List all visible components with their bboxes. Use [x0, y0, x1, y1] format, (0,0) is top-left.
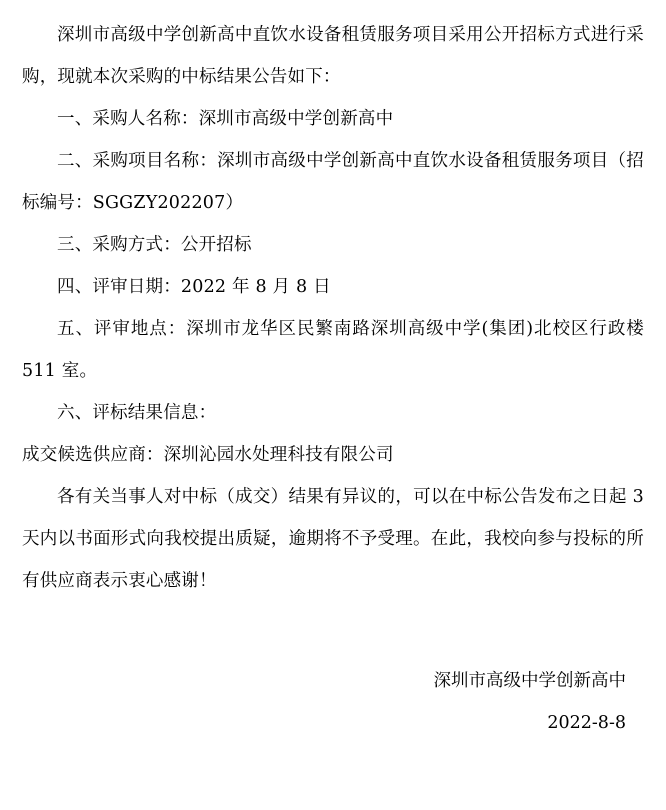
date-line: 2022-8-8: [547, 713, 626, 733]
item-result-info: 六、评标结果信息：: [57, 403, 217, 423]
item-review-date: 四、评审日期：2022 年 8 月 8 日: [57, 277, 331, 297]
item-project-name: 二、采购项目名称：深圳市高级中学创新高中直饮水设备租赁服务项目（招标编号：SGGZY202207）: [22, 151, 644, 213]
item-review-location: 五、评审地点：深圳市龙华区民繁南路深圳高级中学(集团)北校区行政楼 511 室。: [22, 319, 644, 381]
signature-line: 深圳市高级中学创新高中: [433, 671, 626, 691]
item-purchase-method: 三、采购方式：公开招标: [57, 235, 252, 255]
item-purchaser-name: 一、采购人名称：深圳市高级中学创新高中: [57, 109, 394, 129]
winning-supplier-line: 成交候选供应商：深圳沁园水处理科技有限公司: [22, 445, 394, 465]
intro-paragraph: 深圳市高级中学创新高中直饮水设备租赁服务项目采用公开招标方式进行采购，现就本次采购的中标结果公告如下：: [22, 25, 644, 87]
objection-paragraph: 各有关当事人对中标（成交）结果有异议的，可以在中标公告发布之日起 3 天内以书面形式向我校提出质疑，逾期将不予受理。在此，我校向参与投标的所有供应商表示衷心感谢！: [22, 487, 644, 591]
